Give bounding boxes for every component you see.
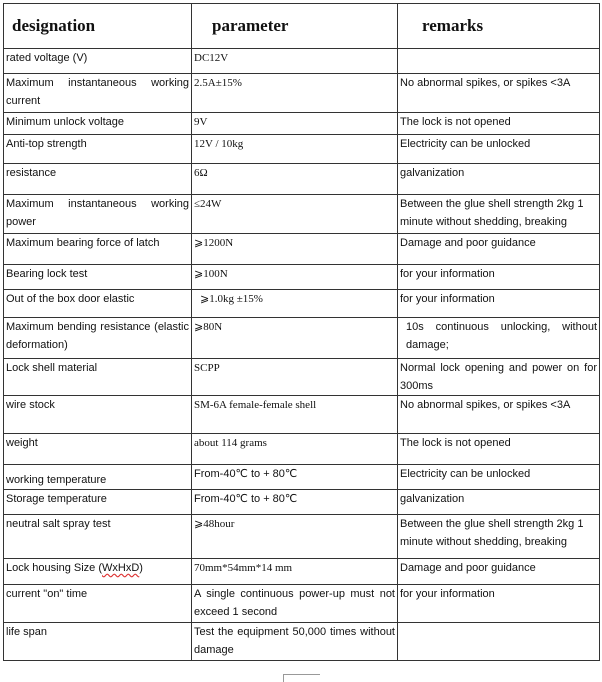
designation-cell: rated voltage (V): [4, 49, 192, 74]
parameter-cell: SCPP: [192, 359, 398, 396]
table-row: [4, 623, 600, 661]
designation-cell: life span: [4, 623, 192, 661]
remarks-cell: Normal lock opening and power on for 300ms: [398, 359, 600, 396]
parameter-cell: ⩾48hour: [192, 515, 398, 559]
parameter-cell: 9V: [192, 113, 398, 135]
parameter-cell: Test the equipment 50,000 times without damage: [192, 623, 398, 661]
table-row: [4, 559, 600, 585]
remarks-cell: for your information: [398, 585, 600, 623]
table-row: [4, 265, 600, 290]
designation-cell: current "on" time: [4, 585, 192, 623]
parameter-cell: 12V / 10kg: [192, 135, 398, 164]
parameter-cell: ⩾1.0kg ±15%: [192, 290, 398, 318]
parameter-cell: From-40℃ to + 80℃: [192, 465, 398, 490]
remarks-cell: Between the glue shell strength 2kg 1 minute without shedding, breaking: [398, 515, 600, 559]
remarks-cell: [398, 49, 600, 74]
remarks-cell: galvanization: [398, 490, 600, 515]
table-row: [4, 359, 600, 396]
designation-cell: Maximum bearing force of latch: [4, 234, 192, 265]
remarks-cell: The lock is not opened: [398, 113, 600, 135]
parameter-cell: ⩾1200N: [192, 234, 398, 265]
parameter-cell: ≤24W: [192, 195, 398, 234]
designation-cell: Lock shell material: [4, 359, 192, 396]
spec-table: [3, 3, 600, 661]
table-row: [4, 434, 600, 465]
parameter-cell: A single continuous power-up must not exceed 1 second: [192, 585, 398, 623]
designation-cell: Storage temperature: [4, 490, 192, 515]
parameter-cell: 2.5A±15%: [192, 74, 398, 113]
remarks-cell: Between the glue shell strength 2kg 1 minute without shedding, breaking: [398, 195, 600, 234]
remarks-cell: No abnormal spikes, or spikes <3A: [398, 396, 600, 434]
table-row: [4, 318, 600, 359]
table-row: [4, 396, 600, 434]
designation-cell: Out of the box door elastic: [4, 290, 192, 318]
parameter-cell: DC12V: [192, 49, 398, 74]
table-row: [4, 195, 600, 234]
designation-cell: Minimum unlock voltage: [4, 113, 192, 135]
parameter-cell: SM-6A female-female shell: [192, 396, 398, 434]
remarks-cell: 10s continuous unlocking, without damage;: [398, 318, 600, 359]
designation-cell: working temperature: [4, 465, 192, 490]
designation-cell: weight: [4, 434, 192, 465]
table-row: [4, 490, 600, 515]
remarks-cell: No abnormal spikes, or spikes <3A: [398, 74, 600, 113]
designation-cell: [4, 559, 192, 585]
remarks-cell: for your information: [398, 290, 600, 318]
remarks-cell: [398, 623, 600, 661]
remarks-cell: galvanization: [398, 164, 600, 195]
table-row: [4, 515, 600, 559]
remarks-cell: for your information: [398, 265, 600, 290]
header-parameter: parameter: [192, 4, 398, 49]
remarks-cell: Damage and poor guidance: [398, 559, 600, 585]
parameter-cell: From-40℃ to + 80℃: [192, 490, 398, 515]
parameter-cell: 6Ω: [192, 164, 398, 195]
table-row: [4, 74, 600, 113]
parameter-cell: 70mm*54mm*14 mm: [192, 559, 398, 585]
remarks-cell: Electricity can be unlocked: [398, 135, 600, 164]
table-row: [4, 290, 600, 318]
table-row: [4, 234, 600, 265]
header-row: [4, 4, 600, 49]
remarks-cell: Electricity can be unlocked: [398, 465, 600, 490]
designation-suffix: ): [139, 562, 143, 574]
designation-cell: Maximum instantaneous working current: [4, 74, 192, 113]
designation-cell: resistance: [4, 164, 192, 195]
designation-cell: wire stock: [4, 396, 192, 434]
designation-cell: Anti-top strength: [4, 135, 192, 164]
table-row: [4, 135, 600, 164]
table-row: [4, 113, 600, 135]
remarks-cell: The lock is not opened: [398, 434, 600, 465]
header-designation: designation: [4, 4, 192, 49]
table-row: [4, 585, 600, 623]
parameter-cell: ⩾100N: [192, 265, 398, 290]
designation-cell: Maximum bending resistance (elastic deformation): [4, 318, 192, 359]
table-row: [4, 465, 600, 490]
remarks-cell: Damage and poor guidance: [398, 234, 600, 265]
parameter-cell: ⩾80N: [192, 318, 398, 359]
parameter-cell: about 114 grams: [192, 434, 398, 465]
table-row: [4, 164, 600, 195]
table-row: [4, 49, 600, 74]
designation-cell: Maximum instantaneous working power: [4, 195, 192, 234]
designation-prefix: Lock housing Size (: [6, 562, 102, 574]
header-remarks: remarks: [398, 4, 600, 49]
designation-cell: Bearing lock test: [4, 265, 192, 290]
designation-cell: neutral salt spray test: [4, 515, 192, 559]
spellcheck-underline: WxHxD: [102, 562, 140, 574]
